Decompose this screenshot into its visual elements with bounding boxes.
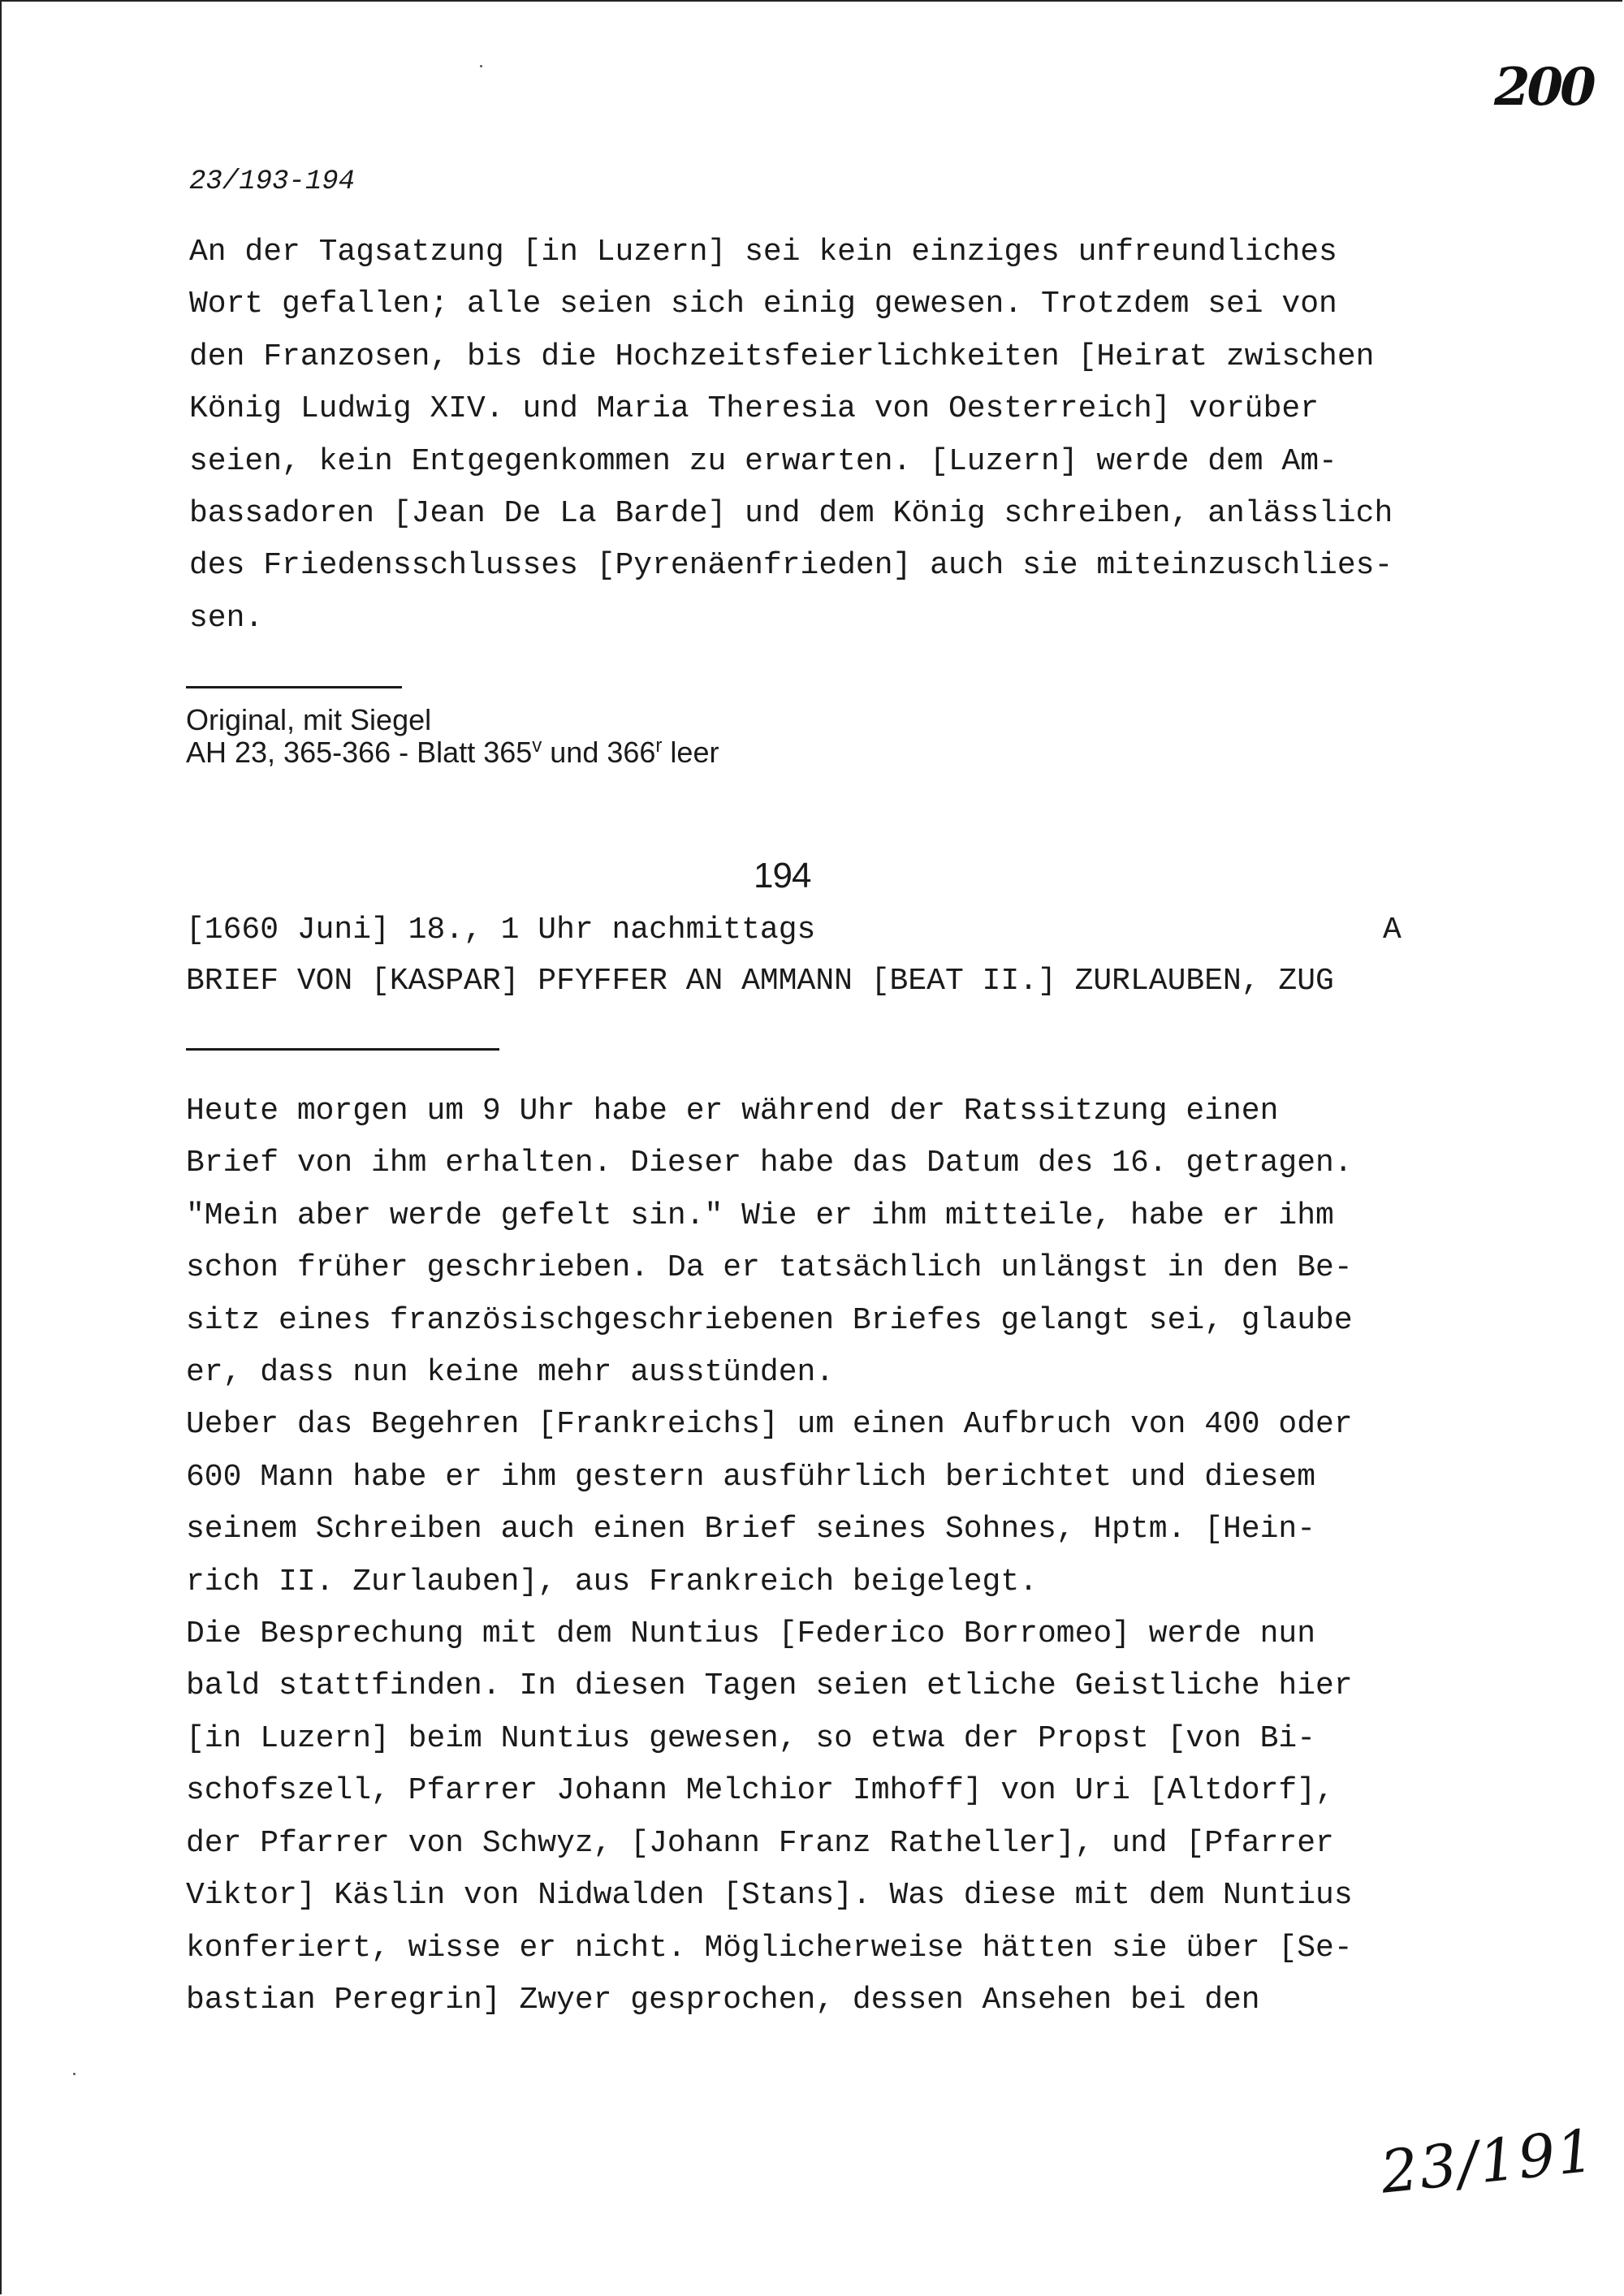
text-line: rich II. Zurlauben], aus Frankreich beigelegt. — [186, 1564, 1038, 1599]
folio-text: AH 23, 365-366 - Blatt 365 — [186, 736, 533, 769]
text-line: den Franzosen, bis die Hochzeitsfeierlichkeiten [Heirat zwischen — [189, 339, 1375, 374]
text-line: er, dass nun keine mehr ausstünden. — [186, 1355, 835, 1391]
text-line: Ueber das Begehren [Frankreichs] um einen Aufbruch von 400 oder — [186, 1407, 1353, 1443]
text-line: Viktor] Käslin von Nidwalden [Stans]. Was diese mit dem Nuntius — [186, 1878, 1353, 1914]
folio-text: leer — [662, 736, 719, 769]
verso-mark: v — [532, 735, 542, 757]
text-line: König Ludwig XIV. und Maria Theresia von Oesterreich] vorüber — [189, 391, 1320, 427]
document-classification: A — [1383, 913, 1402, 947]
scan-speck — [73, 2073, 76, 2075]
text-line: Heute morgen um 9 Uhr habe er während der Ratssitzung einen — [186, 1094, 1279, 1129]
text-line: bald stattfinden. In diesen Tagen seien etliche Geistliche hier — [186, 1668, 1353, 1704]
summary-paragraph-1 — [189, 227, 1456, 645]
recto-mark: r — [655, 735, 663, 757]
document-date: [1660 Juni] 18., 1 Uhr nachmittags — [186, 913, 816, 947]
text-line: "Mein aber werde gefelt sin." Wie er ihm mitteile, habe er ihm — [186, 1198, 1334, 1233]
text-line: Brief von ihm erhalten. Dieser habe das Datum des 16. getragen. — [186, 1146, 1353, 1181]
text-line: sen. — [189, 600, 264, 636]
text-line: der Pfarrer von Schwyz, [Johann Franz Ratheller], und [Pfarrer — [186, 1825, 1334, 1861]
text-line: bassadoren [Jean De La Barde] und dem König schreiben, anlässlich — [189, 496, 1393, 532]
text-line: [in Luzern] beim Nuntius gewesen, so etwa der Propst [von Bi- — [186, 1720, 1316, 1756]
text-line: konferiert, wisse er nicht. Möglicherweise hätten sie über [Se- — [186, 1930, 1353, 1966]
handwritten-page-number: 200 — [1494, 57, 1593, 118]
text-line: seinem Schreiben auch einen Brief seines Sohnes, Hptm. [Hein- — [186, 1512, 1316, 1547]
separator-rule — [186, 686, 402, 688]
text-line: seien, kein Entgegenkommen zu erwarten. [Luzern] werde dem Am- — [189, 443, 1337, 479]
text-line: des Friedensschlusses [Pyrenäenfrieden] auch sie miteinzuschlies- — [189, 548, 1393, 584]
source-original: Original, mit Siegel — [186, 703, 432, 736]
text-line: 600 Mann habe er ihm gestern ausführlich berichtet und diesem — [186, 1459, 1316, 1495]
source-folio — [186, 736, 719, 770]
text-line: An der Tagsatzung [in Luzern] sei kein einziges unfreundliches — [189, 235, 1337, 270]
text-line: Wort gefallen; alle seien sich einig gewesen. Trotzdem sei von — [189, 287, 1337, 322]
text-line: bastian Peregrin] Zwyer gesprochen, dessen Ansehen bei den — [186, 1982, 1260, 2018]
text-line: schon früher geschrieben. Da er tatsächlich unlängst in den Be- — [186, 1250, 1353, 1286]
text-line: sitz eines französischgeschriebenen Briefes gelangt sei, glaube — [186, 1302, 1353, 1338]
document-title: BRIEF VON [KASPAR] PFYFFER AN AMMANN [BEAT II.] ZURLAUBEN, ZUG — [186, 964, 1334, 999]
separator-rule — [186, 1048, 499, 1051]
document-reference: 23/193-194 — [189, 166, 356, 197]
folio-text: und 366 — [542, 736, 656, 769]
text-line: schofszell, Pfarrer Johann Melchior Imhoff] von Uri [Altdorf], — [186, 1773, 1334, 1809]
text-line: Die Besprechung mit dem Nuntius [Federico Borromeo] werde nun — [186, 1616, 1316, 1652]
summary-paragraph-2 — [186, 1085, 1453, 2026]
handwritten-archive-mark: 23/191 — [1377, 2116, 1599, 2207]
scan-speck — [480, 65, 482, 67]
document-number: 194 — [754, 856, 811, 896]
